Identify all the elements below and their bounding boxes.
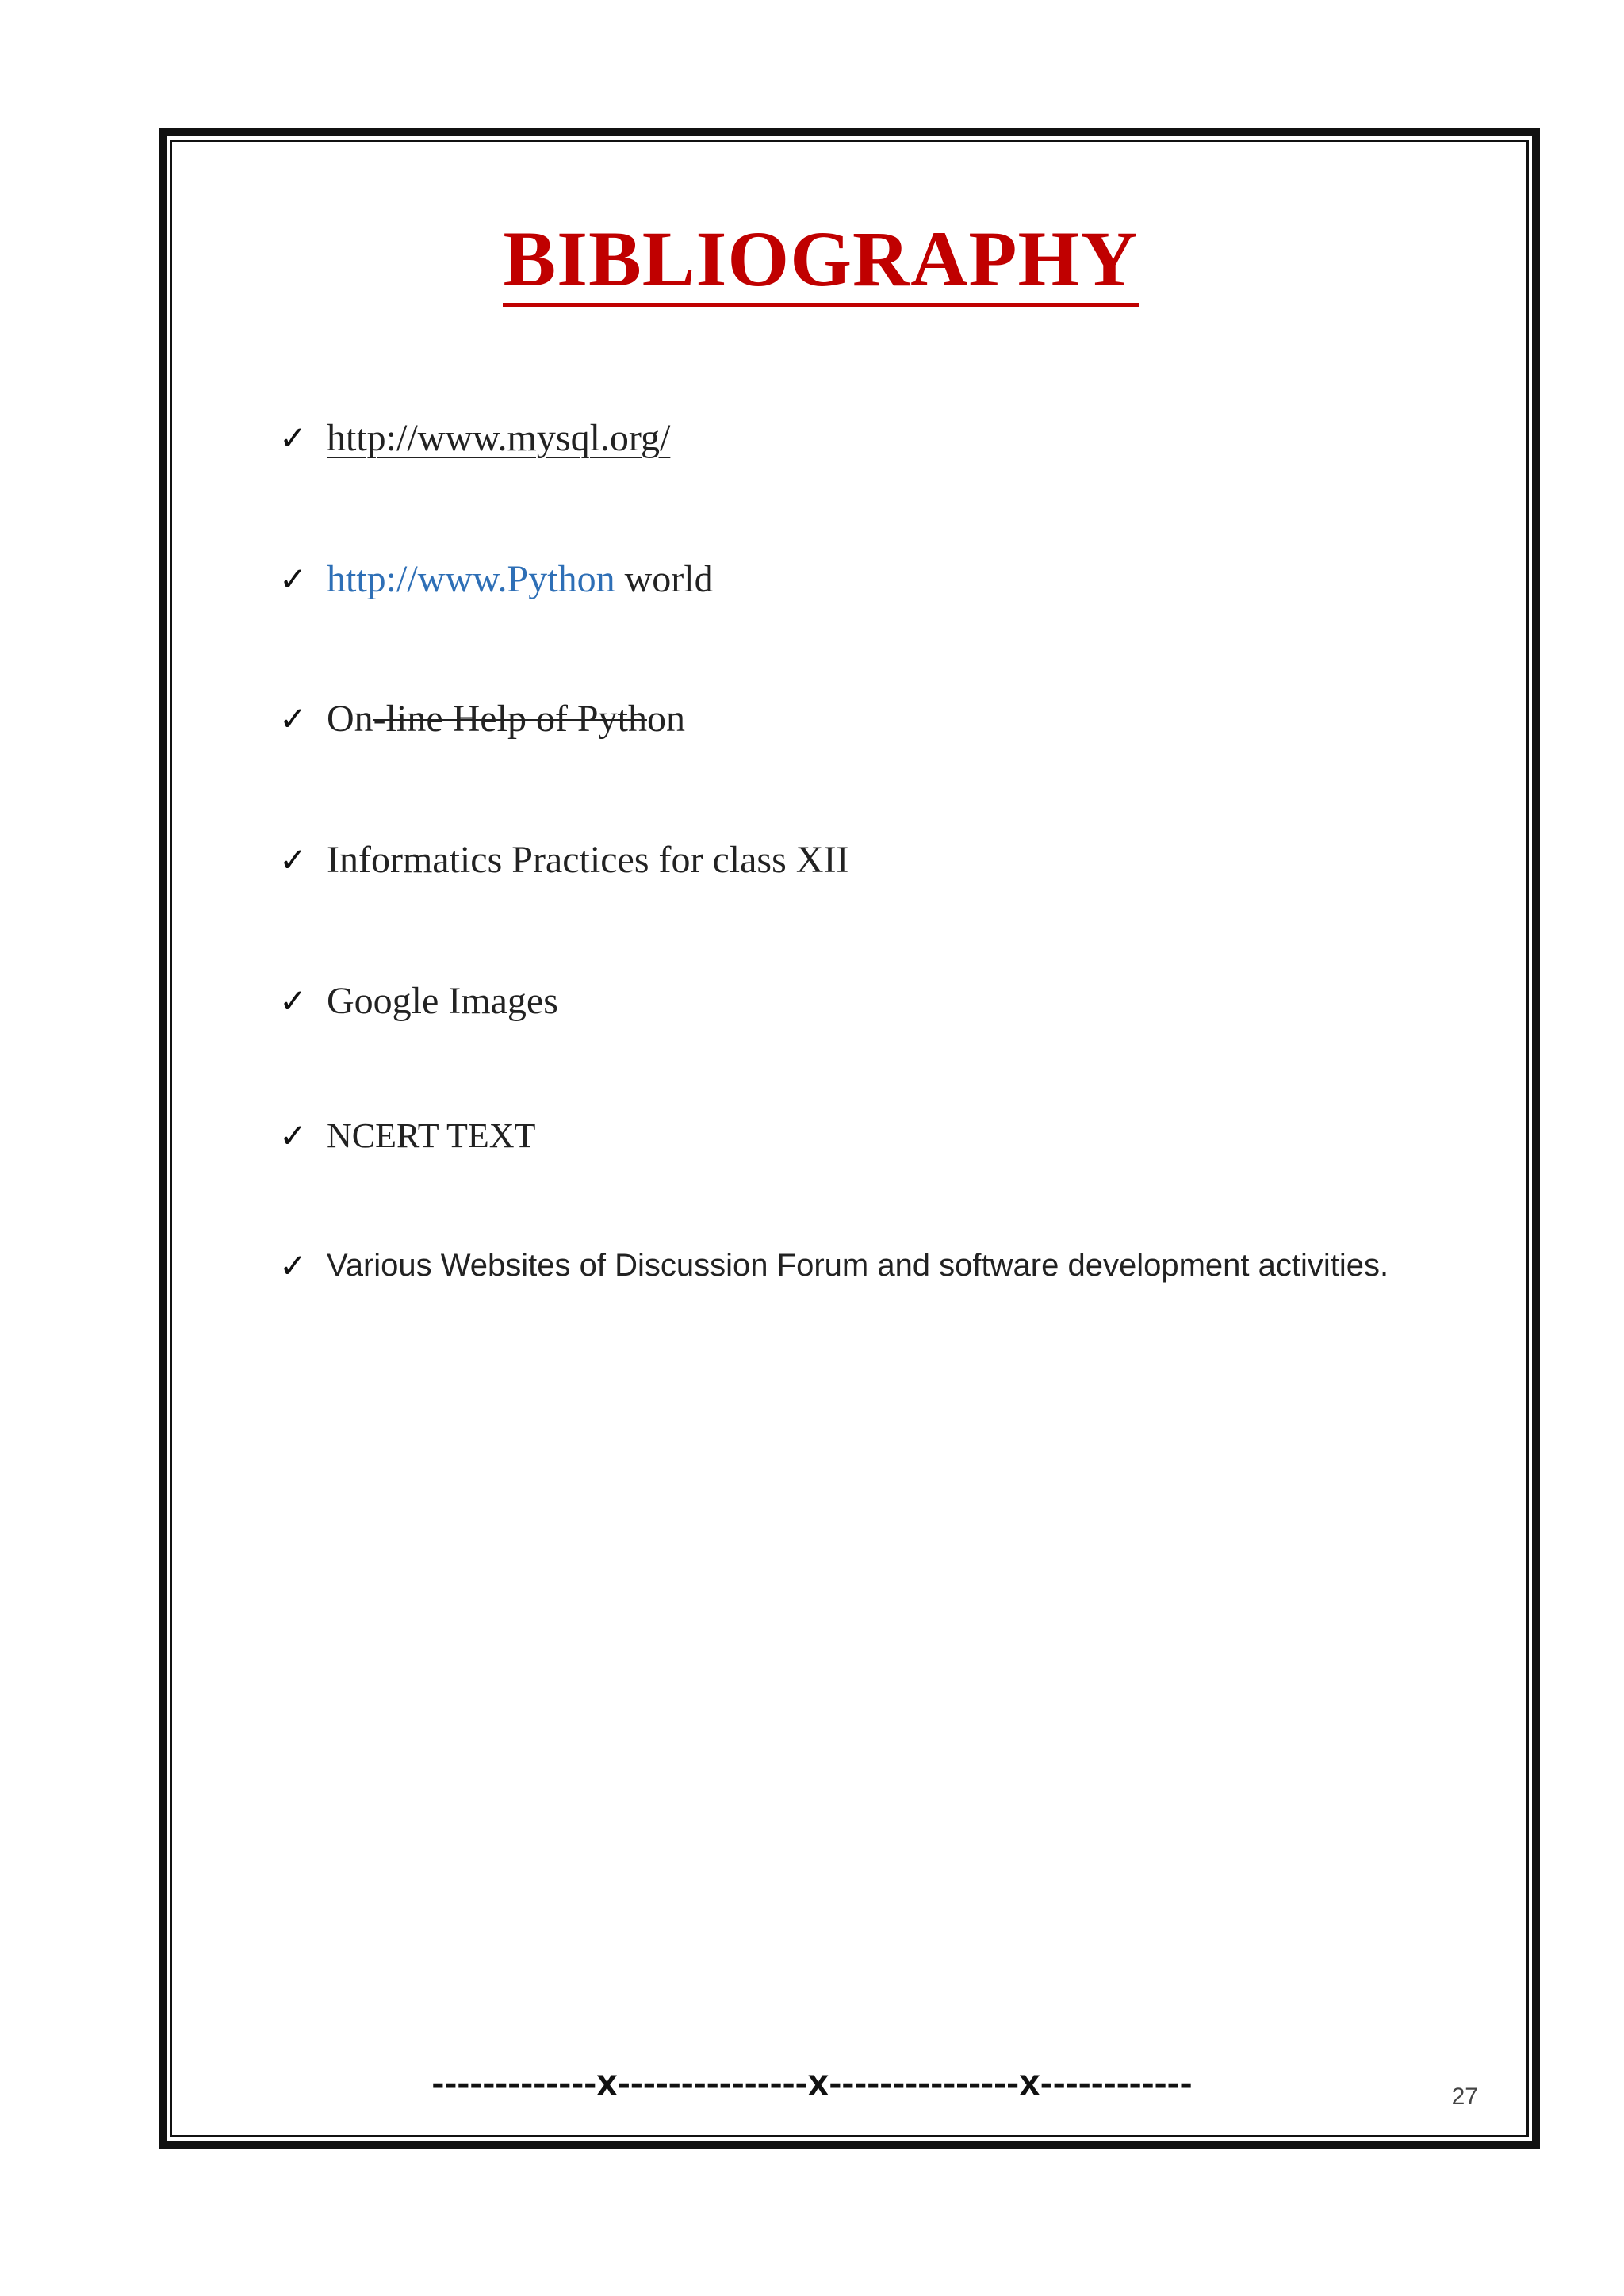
python-link[interactable]: http://www.Python [327, 557, 615, 600]
google-images-text: Google Images [327, 979, 558, 1022]
list-item [279, 547, 714, 610]
various-websites-text: Various Websites of Discussion Forum and software development activities. [327, 1247, 1389, 1283]
list-item [279, 828, 848, 891]
checkmark-icon: ✓ [279, 1115, 308, 1155]
online-help-text-end: on [646, 697, 685, 740]
checkmark-icon: ✓ [279, 559, 308, 599]
list-item [279, 687, 685, 750]
page-title: BIBLIOGRAPHY [503, 216, 1138, 307]
online-help-text-struck: -line Help of Pyth [373, 697, 647, 740]
informatics-practices-text: Informatics Practices for class XII [327, 838, 849, 881]
list-item [279, 1104, 535, 1167]
checkmark-icon: ✓ [279, 1246, 308, 1285]
checkmark-icon: ✓ [279, 698, 308, 738]
footer-separator-line: -------------x---------------x---------------x------------ [431, 2062, 1193, 2104]
page-number: 27 [1451, 2084, 1478, 2110]
checkmark-icon: ✓ [279, 840, 308, 879]
ncert-text: NCERT TEXT [327, 1115, 536, 1155]
mysql-link[interactable]: http://www.mysql.org/ [327, 416, 671, 459]
online-help-text-start: On [327, 697, 373, 740]
checkmark-icon: ✓ [279, 418, 308, 457]
checkmark-icon: ✓ [279, 981, 308, 1020]
python-world-text: world [615, 557, 714, 600]
list-item [279, 406, 670, 469]
list-item [279, 969, 558, 1032]
title-container [0, 216, 1624, 330]
list-item [279, 1234, 1388, 1297]
